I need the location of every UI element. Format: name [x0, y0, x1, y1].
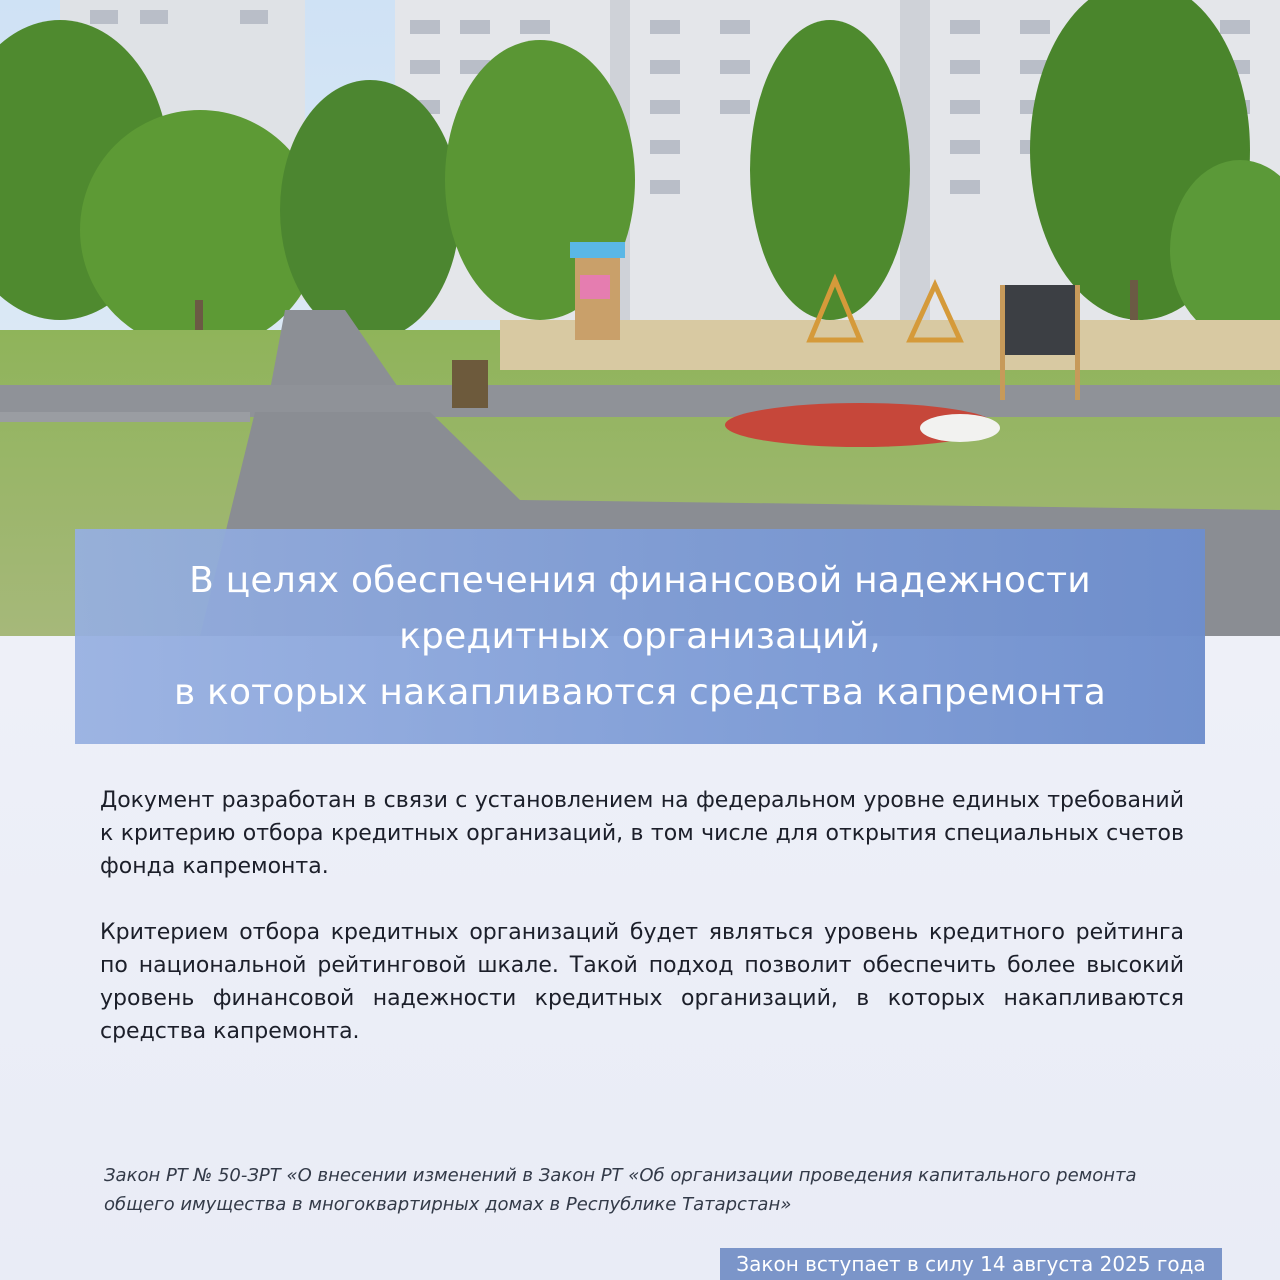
title-line-1: В целях обеспечения финансовой надежности: [189, 559, 1091, 601]
title-line-3: в которых накапливаются средства капремонта: [173, 671, 1107, 713]
title-line-2: кредитных организаций,: [399, 615, 881, 657]
body-paragraph-1: Документ разработан в связи с установлением на федеральном уровне единых требований к критерию отбора кредитных организаций, в том числе для открытия специальных счетов фонда капремонта.: [100, 788, 1184, 879]
body-paragraph-2: Критерием отбора кредитных организаций будет являться уровень кредитного рейтинга по национальной рейтинговой шкале. Такой подход позволит обеспечить более высокий уровень финансовой надежности кредитных организаций, в которых накапливаются средства капремонта.: [100, 920, 1184, 1044]
effective-date-badge: Закон вступает в силу 14 августа 2025 года: [720, 1248, 1222, 1280]
law-reference: Закон РТ № 50-ЗРТ «О внесении изменений в Закон РТ «Об организации проведения капитального ремонта общего имущества в многоквартирных домах в Республике Татарстан»: [104, 1165, 1137, 1215]
body-text: [100, 784, 1184, 1048]
title-banner: [75, 529, 1205, 744]
